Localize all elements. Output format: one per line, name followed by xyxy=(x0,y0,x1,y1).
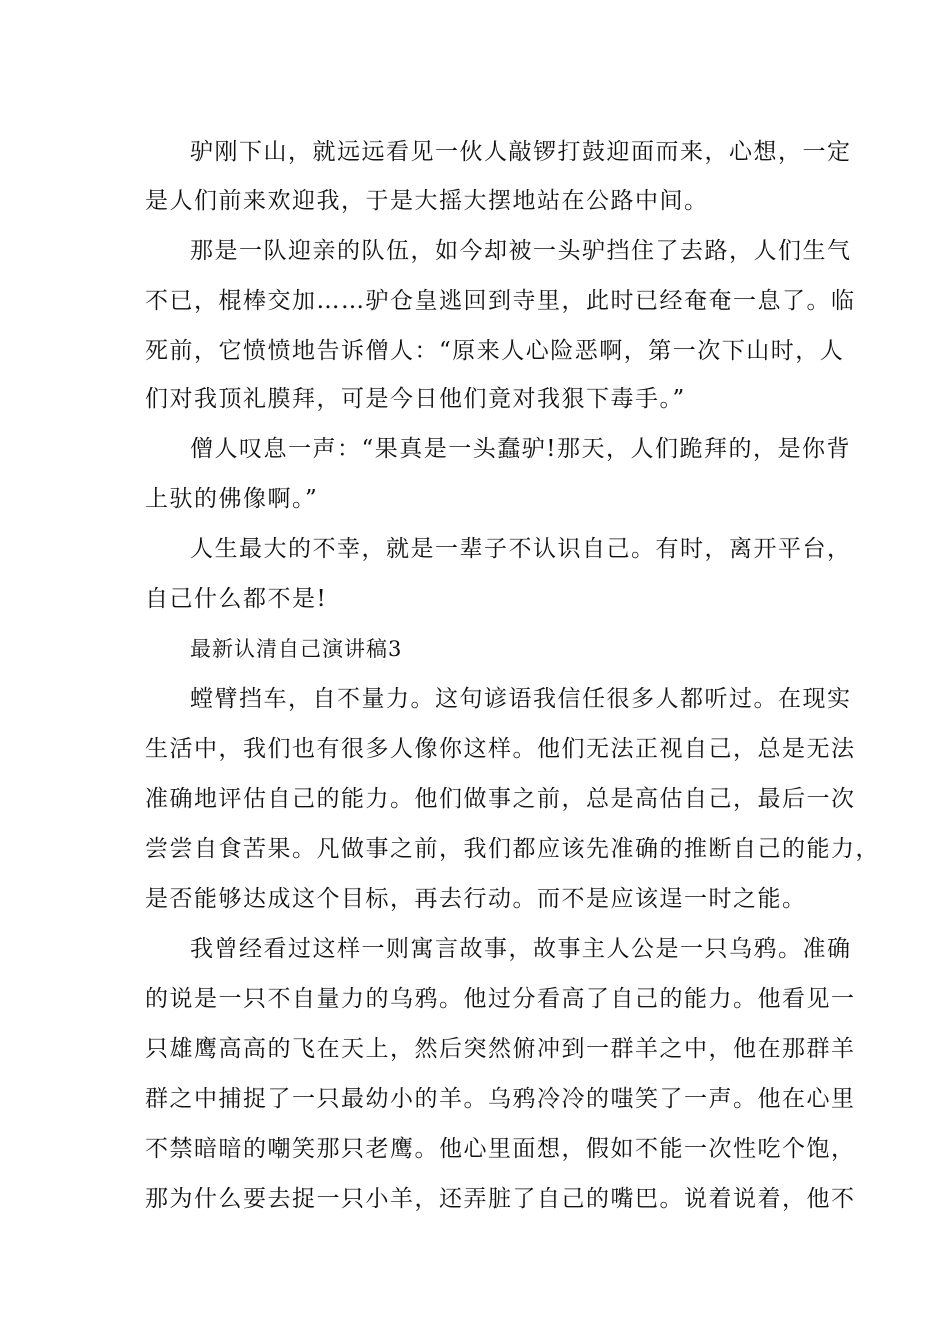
paragraph-line: 生活中，我们也有很多人像你这样。他们无法正视自己，总是无法 xyxy=(145,736,856,762)
paragraph-line: 是否能够达成这个目标，再去行动。而不是应该逞一时之能。 xyxy=(145,886,807,912)
paragraph-line: 我曾经看过这样一则寓言故事，故事主人公是一只乌鸦。准确 xyxy=(190,936,852,962)
paragraph-line: 的说是一只不自量力的乌鸦。他过分看高了自己的能力。他看见一 xyxy=(145,986,856,1012)
paragraph-line: 人生最大的不幸，就是一辈子不认识自己。有时，离开平台， xyxy=(190,536,852,562)
section-heading: 最新认清自己演讲稿3 xyxy=(190,637,403,661)
paragraph-line: 僧人叹息一声：“果真是一头蠢驴!那天，人们跪拜的，是你背 xyxy=(190,436,852,462)
paragraph-line: 那为什么要去捉一只小羊，还弄脏了自己的嘴巴。说着说着，他不 xyxy=(145,1186,856,1212)
paragraph-line: 螳臂挡车，自不量力。这句谚语我信任很多人都听过。在现实 xyxy=(190,686,852,712)
paragraph-line: 只雄鹰高高的飞在天上，然后突然俯冲到一群羊之中，他在那群羊 xyxy=(145,1036,856,1062)
paragraph-line: 尝尝自食苦果。凡做事之前，我们都应该先准确的推断自己的能力， xyxy=(145,836,880,862)
paragraph-line: 准确地评估自己的能力。他们做事之前，总是高估自己，最后一次 xyxy=(145,786,856,812)
paragraph-line: 那是一队迎亲的队伍，如今却被一头驴挡住了去路，人们生气 xyxy=(190,238,852,264)
paragraph-line: 不禁暗暗的嘲笑那只老鹰。他心里面想，假如不能一次性吃个饱， xyxy=(145,1136,856,1162)
paragraph-line: 自己什么都不是! xyxy=(145,586,328,612)
paragraph-line: 死前，它愤愤地告诉僧人：“原来人心险恶啊，第一次下山时，人 xyxy=(145,338,845,364)
paragraph-line: 驴刚下山，就远远看见一伙人敲锣打鼓迎面而来，心想，一定 xyxy=(190,139,852,165)
paragraph-line: 们对我顶礼膜拜，可是今日他们竟对我狠下毒手。” xyxy=(145,386,686,412)
paragraph-line: 不已，棍棒交加……驴仓皇逃回到寺里，此时已经奄奄一息了。临 xyxy=(145,288,856,314)
paragraph-line: 是人们前来欢迎我，于是大摇大摆地站在公路中间。 xyxy=(145,188,709,214)
paragraph-line: 群之中捕捉了一只最幼小的羊。乌鸦冷冷的嗤笑了一声。他在心里 xyxy=(145,1086,856,1112)
paragraph-line: 上驮的佛像啊。” xyxy=(145,486,319,512)
